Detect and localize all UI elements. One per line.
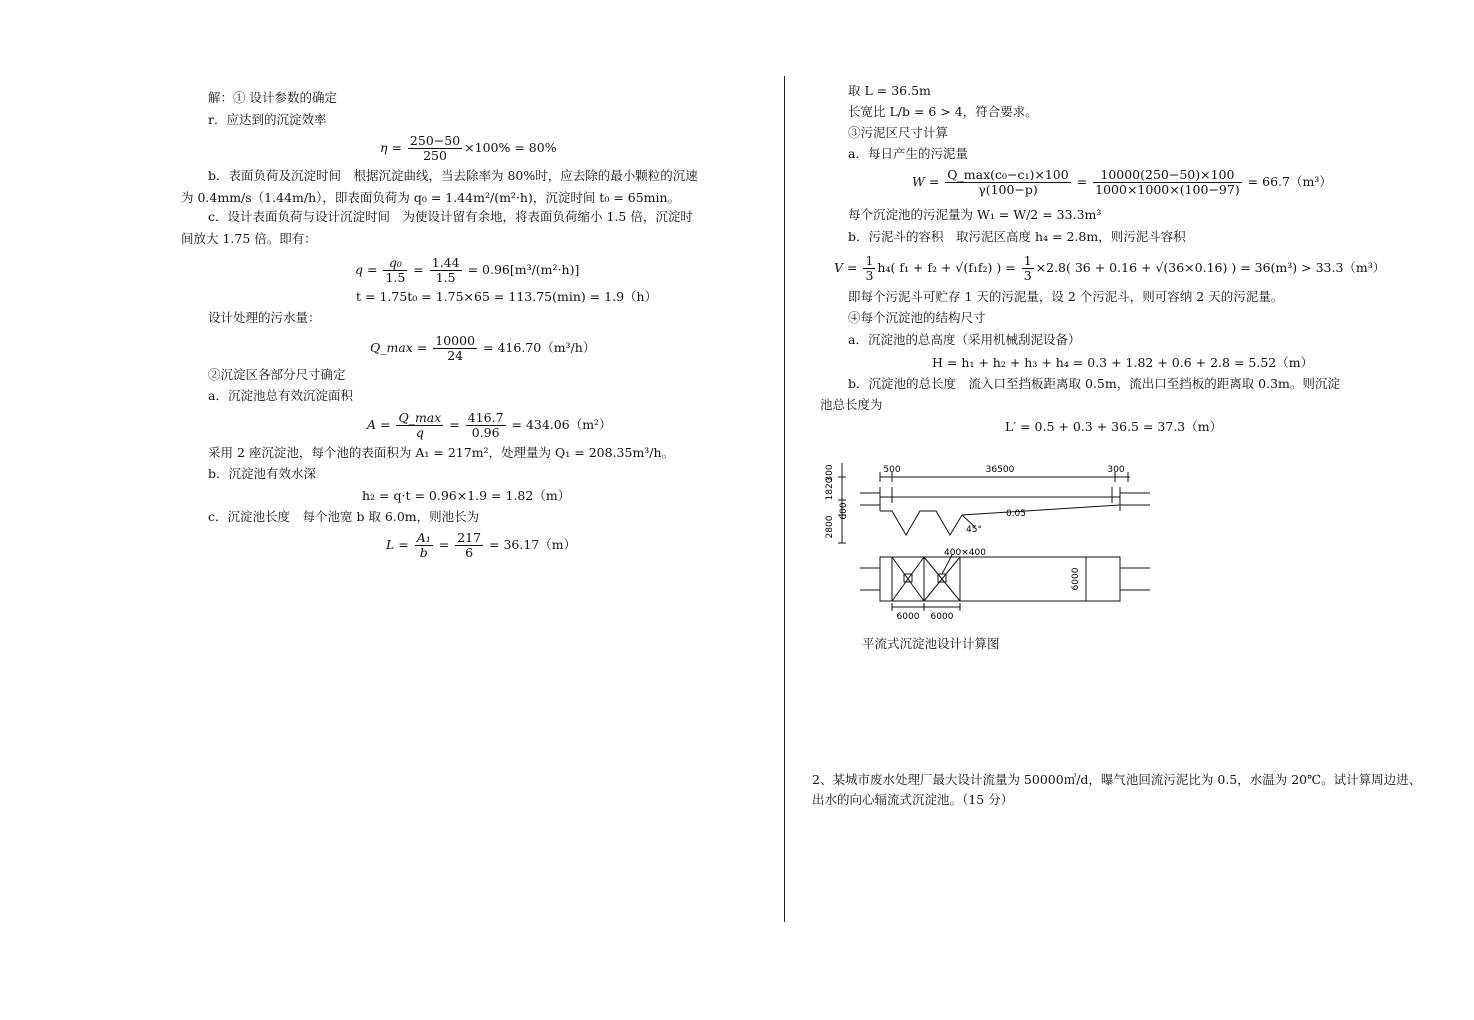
text-line: 取 L = 36.5m <box>848 83 931 98</box>
equation-sludge: W = $\frac{\text{Q\_max(c₀−c₁)×100}}{\gamma(100-p)}$ = $\frac{10000(250-50)\times 100}{1000\times 1000\times(100-97)}$ = 66.7（m³） <box>912 167 1332 197</box>
angle-label: 45° <box>966 525 982 535</box>
text-line: 每个沉淀池的污泥量为 W₁ = W/2 = 33.3m³ <box>848 207 1102 222</box>
dim-label: 2800 <box>825 515 835 539</box>
text-line: a．每日产生的污泥量 <box>848 146 968 161</box>
question-2-line-2: 出水的向心辐流式沉淀池。（15 分） <box>812 792 1014 807</box>
equation-t: t = 1.75t₀ = 1.75×65 = 113.75(min) = 1.9（h） <box>356 289 658 304</box>
equation-eta: η = $\frac{250-50}{250}$ ×100% = 80% <box>380 133 557 163</box>
section-heading: ②沉淀区各部分尺寸确定 <box>208 367 346 382</box>
text-line: 即每个污泥斗可贮存 1 天的污泥量，设 2 个污泥斗，则可容纳 2 天的污泥量。 <box>848 289 1284 304</box>
dim-label: 36500 <box>985 465 1015 475</box>
solution-heading: 解：① 设计参数的确定 <box>208 90 337 105</box>
dim-label: 300 <box>1107 465 1125 475</box>
section-heading: ④每个沉淀池的结构尺寸 <box>848 310 986 325</box>
text-line: a．沉淀池总有效沉淀面积 <box>208 388 353 403</box>
text-line: b．沉淀池的总长度 流入口至挡板距离取 0.5m，流出口至挡板的距离取 0.3m。则沉淀 <box>848 376 1340 391</box>
equation-q: q = $\frac{\text{q₀}}{1.5}$ = $\frac{1.44}{1.5}$ = 0.96[m³/(m²·h)] <box>355 255 580 285</box>
dim-label: 500 <box>883 465 901 475</box>
dim-label: 600 <box>839 502 849 520</box>
text-line: 设计处理的污水量： <box>208 310 321 325</box>
text-line: 为 0.4mm/s（1.44m/h），即表面负荷为 q₀ = 1.44m²/(m²·h)，沉淀时间 t₀ = 65min。 <box>181 190 681 205</box>
text-line: r．应达到的沉淀效率 <box>208 112 327 127</box>
equation-h2: h₂ = q·t = 0.96×1.9 = 1.82（m） <box>362 488 571 503</box>
equation-height: H = h₁ + h₂ + h₃ + h₄ = 0.3 + 1.82 + 0.6 + 2.8 = 5.52（m） <box>932 355 1314 370</box>
text-line: b．污泥斗的容积 取污泥区高度 h₄ = 2.8m，则污泥斗容积 <box>848 229 1186 244</box>
text-line: 池总长度为 <box>820 397 883 412</box>
section-heading: ③污泥区尺寸计算 <box>848 125 949 140</box>
equation-volume: V = $\frac{1}{3}$ h₄( f₁ + f₂ + √(f₁f₂) ) = $\frac{1}{3}$ ×2.8( 36 + 0.16 + √(36×0.16) ) = 36(m³) > 33.3（m³） <box>834 253 1386 283</box>
dim-label: 6000 <box>930 612 954 622</box>
column-divider <box>784 76 785 922</box>
equation-length: L = $\frac{\text{A₁}}{b}$ = $\frac{217}{6}$ = 36.17（m） <box>386 530 577 560</box>
width-label: 6000 <box>1071 567 1081 591</box>
text-line: b．沉淀池有效水深 <box>208 466 317 481</box>
text-line: b．表面负荷及沉淀时间 根据沉淀曲线，当去除率为 80%时，应去除的最小颗粒的沉速 <box>208 168 698 183</box>
question-2-line-1: 2、某城市废水处理厂最大设计流量为 50000㎥/d，曝气池回流污泥比为 0.5，水温为 20℃。试计算周边进、 <box>812 772 1422 787</box>
text-line: a．沉淀池的总高度（采用机械刮泥设备） <box>848 332 1081 347</box>
text-line: 间放大 1.75 倍。即有： <box>181 231 317 246</box>
dim-label: 6000 <box>896 612 920 622</box>
slope-label: 0.05 <box>1005 509 1027 519</box>
sedimentation-tank-diagram <box>820 455 1160 635</box>
equation-area: A = $\frac{Q\_\max}{q}$ = $\frac{416.7}{0.96}$ = 434.06（m²） <box>367 410 612 440</box>
dim-label: 1820 <box>825 477 835 501</box>
equation-qmax: Q_max = $\frac{10000}{24}$ = 416.70（m³/h） <box>370 333 596 363</box>
text-line: 长宽比 L/b = 6 > 4，符合要求。 <box>848 104 1038 119</box>
text-line: c．沉淀池长度 每个池宽 b 取 6.0m，则池长为 <box>208 509 480 524</box>
text-line: c．设计表面负荷与设计沉淀时间 为使设计留有余地，将表面负荷缩小 1.5 倍，沉淀时 <box>208 209 693 224</box>
text-line: 采用 2 座沉淀池，每个池的表面积为 A₁ = 217m²，处理量为 Q₁ = 208.35m³/h。 <box>208 445 675 460</box>
hopper-label: 400×400 <box>944 548 986 558</box>
equation-total-length: L′ = 0.5 + 0.3 + 36.5 = 37.3（m） <box>1005 419 1223 434</box>
dim-label: 300 <box>825 464 835 482</box>
diagram-caption: 平流式沉淀池设计计算图 <box>862 636 1000 651</box>
